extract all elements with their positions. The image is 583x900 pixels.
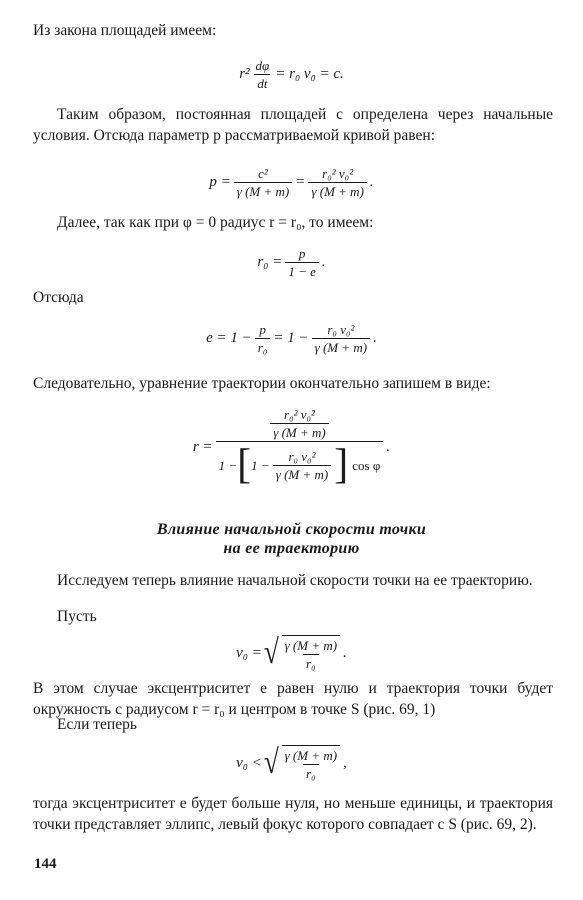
square-root-icon: √ $\frac{\gamma (M + m)}{\text{r₀}}$ bbox=[262, 743, 343, 783]
equation-eccentricity bbox=[0, 314, 583, 362]
eq4-numerator-2: r₀ v₀² bbox=[327, 321, 355, 337]
eq6-lhs: v₀ = bbox=[236, 644, 262, 661]
eq4-lhs: e = 1 − bbox=[206, 329, 252, 346]
paragraph-circle: В этом случае эксцентриситет e равен нулю и траектория точки будет окружность с радиусом r = r₀ и центром в точке S (рис. 69, 1) bbox=[33, 680, 553, 718]
section-heading-line-1: Влияние начальной скорости точки bbox=[156, 521, 427, 538]
eq6-end: . bbox=[343, 644, 347, 661]
left-bracket-icon: [ bbox=[237, 442, 252, 488]
eq5-lhs: r = bbox=[192, 438, 213, 455]
eq5-top-numerator: r₀² v₀² bbox=[284, 407, 315, 422]
eq5-inner-fraction bbox=[273, 449, 332, 482]
eq1-denominator: dt bbox=[254, 74, 270, 91]
eq2-fraction-1 bbox=[234, 166, 293, 199]
eq3-denominator: 1 − e bbox=[285, 262, 319, 279]
paragraph-radius: Далее, так как при φ = 0 радиус r = r₀, то имеем: bbox=[57, 214, 374, 231]
eq1-fraction bbox=[253, 58, 273, 91]
paragraph-investigate: Исследуем теперь влияние начальной скорости точки на ее траекторию. bbox=[57, 572, 533, 589]
eq6-denominator: r₀ bbox=[303, 654, 319, 671]
eq5-inner-numerator: r₀ v₀² bbox=[288, 448, 316, 464]
equation-circular-velocity bbox=[0, 628, 583, 678]
eq1-lhs: r² bbox=[239, 65, 250, 82]
paragraph-trajectory-equation: Следовательно, уравнение траектории окончательно запишем в виде: bbox=[33, 375, 491, 392]
eq7-denominator: r₀ bbox=[303, 764, 319, 781]
eq5-cosine: cos φ bbox=[352, 457, 381, 473]
eq3-end: . bbox=[321, 253, 326, 270]
eq2-denominator-1: γ (M + m) bbox=[234, 182, 293, 199]
eq7-lhs: v₀ < bbox=[236, 754, 262, 771]
eq5-main-fraction bbox=[216, 407, 384, 487]
eq5-top-fraction bbox=[270, 407, 329, 440]
eq7-end: , bbox=[343, 754, 347, 771]
eq2-denominator-2: γ (M + m) bbox=[308, 182, 367, 199]
paragraph-hence: Отсюда bbox=[33, 289, 84, 306]
eq2-equals: = bbox=[295, 173, 306, 190]
equation-r0 bbox=[0, 240, 583, 284]
eq5-inner-denominator: γ (M + m) bbox=[273, 465, 332, 482]
eq5-top-denominator: γ (M + m) bbox=[270, 423, 329, 440]
eq5-end: . bbox=[386, 438, 391, 455]
eq2-numerator-2: r₀² v₀² bbox=[322, 165, 354, 181]
eq4-denominator-1: r₀ bbox=[255, 338, 271, 355]
eq4-mid: = 1 − bbox=[273, 329, 309, 346]
right-bracket-icon: ] bbox=[334, 442, 349, 488]
equation-elliptic-velocity bbox=[0, 738, 583, 788]
eq3-fraction bbox=[285, 246, 319, 279]
eq2-end: . bbox=[369, 173, 374, 190]
eq7-fraction bbox=[282, 745, 341, 781]
eq6-numerator: γ (M + m) bbox=[284, 638, 338, 653]
eq4-end: . bbox=[373, 329, 377, 346]
eq5-main-numerator bbox=[264, 407, 335, 441]
paragraph-intro: Из закона площадей имеем: bbox=[33, 22, 217, 39]
paragraph-ellipse: тогда эксцентриситет e будет больше нуля, но меньше единицы, и траектория точки представляет эллипс, левый фокус которого совпадает с S (рис. 69, 2). bbox=[33, 795, 553, 833]
eq4-fraction-2 bbox=[312, 322, 371, 355]
equation-area-law bbox=[0, 52, 583, 96]
eq2-lhs: p = bbox=[209, 173, 231, 190]
eq1-rhs: = r₀ v₀ = c. bbox=[275, 65, 344, 82]
eq3-numerator: p bbox=[298, 245, 306, 261]
eq4-numerator-1: p bbox=[259, 321, 266, 337]
eq5-main-denominator bbox=[216, 441, 384, 487]
equation-trajectory bbox=[0, 398, 583, 496]
eq2-numerator-1: c² bbox=[258, 165, 268, 181]
square-root-icon: √ $\frac{\gamma (M + m)}{\text{r₀}}$ bbox=[262, 633, 343, 673]
paragraph-let: Пусть bbox=[57, 608, 97, 625]
eq3-lhs: r₀ = bbox=[257, 253, 283, 270]
eq5-inner-one-minus: 1 − bbox=[251, 457, 270, 473]
eq1-numerator: dφ bbox=[255, 57, 270, 73]
eq4-denominator-2: γ (M + m) bbox=[312, 338, 371, 355]
page-number: 144 bbox=[34, 856, 57, 872]
eq7-numerator: γ (M + m) bbox=[284, 748, 338, 763]
section-heading-line-2: на ее траекторию bbox=[223, 540, 360, 557]
eq5-one-minus: 1 − bbox=[218, 457, 238, 473]
eq6-fraction bbox=[282, 635, 341, 671]
eq2-fraction-2 bbox=[308, 166, 367, 199]
paragraph-if-now: Если теперь bbox=[57, 716, 137, 733]
eq4-fraction-1 bbox=[255, 322, 271, 355]
equation-parameter-p bbox=[0, 158, 583, 206]
paragraph-constant: Таким образом, постоянная площадей c определена через начальные условия. Отсюда параметр p рассматриваемой кривой равен: bbox=[33, 106, 553, 144]
